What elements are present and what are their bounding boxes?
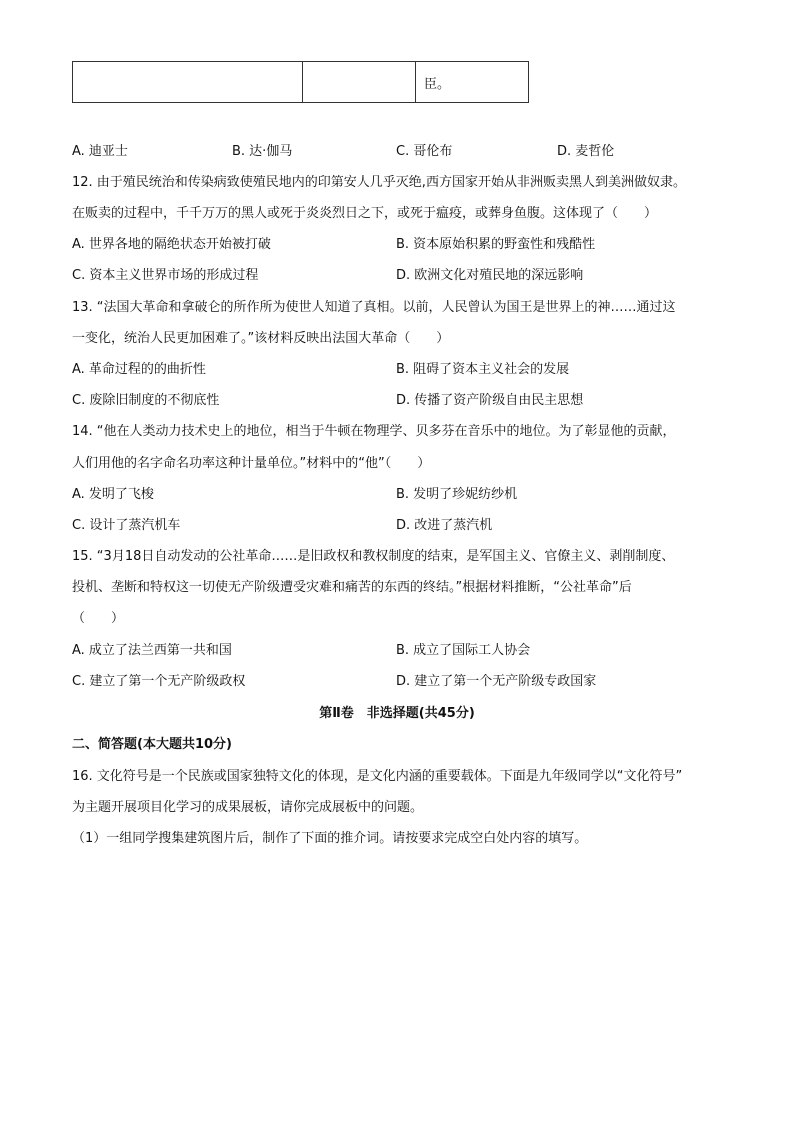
q15-option-d: D. 建立了第一个无产阶级专政国家: [396, 674, 597, 689]
q13-option-a: A. 革命过程的的曲折性: [72, 362, 206, 377]
q14-option-c: C. 设计了蒸汽机车: [72, 518, 181, 533]
table-row: [73, 62, 529, 103]
q12-option-c: C. 资本主义世界市场的形成过程: [72, 268, 259, 283]
q11-option-d: D. 麦哲伦: [557, 144, 615, 159]
q12-option-d: D. 欧洲文化对殖民地的深远影响: [396, 268, 584, 283]
q14-option-d: D. 改进了蒸汽机: [396, 518, 493, 533]
table-cell: [303, 62, 416, 103]
q13-stem-line2: 一变化，统治人民更加困难了。”该材料反映出法国大革命（ ）: [72, 331, 450, 346]
q16-stem-line1: 16. 文化符号是一个民族或国家独特文化的体现，是文化内涵的重要载体。下面是九年级同学以“文化符号”: [72, 769, 683, 784]
q12-option-b: B. 资本原始积累的野蛮性和残酷性: [396, 237, 596, 252]
q15-stem-line2: 投机、垄断和特权这一切使无产阶级遭受灾难和痛苦的东西的终结。”根据材料推断，“公社革命”后: [72, 580, 632, 595]
q14-option-a: A. 发明了飞梭: [72, 487, 154, 502]
section-heading: 二、简答题(本大题共10分): [72, 737, 232, 752]
q15-option-a: A. 成立了法兰西第一共和国: [72, 643, 232, 658]
q11-option-b: B. 达·伽马: [232, 144, 293, 159]
q15-stem-line1: 15. “3月18日自动发动的公社革命……是旧政权和教权制度的结束，是军国主义、官僚主义、剥削制度、: [72, 549, 675, 564]
q14-option-b: B. 发明了珍妮纺纱机: [396, 487, 518, 502]
q12-stem-line1: 12. 由于殖民统治和传染病致使殖民地内的印第安人几乎灭绝,西方国家开始从非洲贩卖黑人到美洲做奴隶。: [72, 175, 686, 190]
q13-stem-line1: 13. “法国大革命和拿破仑的所作所为使世人知道了真相。以前，人民曾认为国王是世界上的神……通过这: [72, 300, 676, 315]
q12-stem-line2: 在贩卖的过程中，千千万万的黑人或死于炎炎烈日之下，或死于瘟疫，或葬身鱼腹。这体现了（ ）: [72, 206, 658, 221]
q12-option-a: A. 世界各地的隔绝状态开始被打破: [72, 237, 271, 252]
q11-option-a: A. 迪亚士: [72, 144, 128, 159]
table-cell: 臣。: [416, 62, 529, 103]
part2-title: 第Ⅱ卷 非选择题(共45分): [319, 706, 475, 721]
q13-option-d: D. 传播了资产阶级自由民主思想: [396, 393, 584, 408]
q13-option-c: C. 废除旧制度的不彻底性: [72, 393, 220, 408]
q15-stem-line3: （ ）: [72, 611, 125, 626]
table-cell: [73, 62, 303, 103]
q16-stem-line2: 为主题开展项目化学习的成果展板，请你完成展板中的问题。: [72, 800, 424, 815]
q11-option-c: C. 哥伦布: [396, 144, 453, 159]
q13-option-b: B. 阻碍了资本主义社会的发展: [396, 362, 570, 377]
q14-stem-line1: 14. “他在人类动力技术史上的地位，相当于牛顿在物理学、贝多芬在音乐中的地位。为了彰显他的贡献，: [72, 424, 676, 439]
answer-table: [72, 61, 529, 103]
q15-option-b: B. 成立了国际工人协会: [396, 643, 531, 658]
q16-sub1: （1）一组同学搜集建筑图片后，制作了下面的推介词。请按要求完成空白处内容的填写。: [72, 831, 588, 846]
q14-stem-line2: 人们用他的名字命名功率这种计量单位。”材料中的“他”（ ）: [72, 456, 431, 471]
q15-option-c: C. 建立了第一个无产阶级政权: [72, 674, 246, 689]
